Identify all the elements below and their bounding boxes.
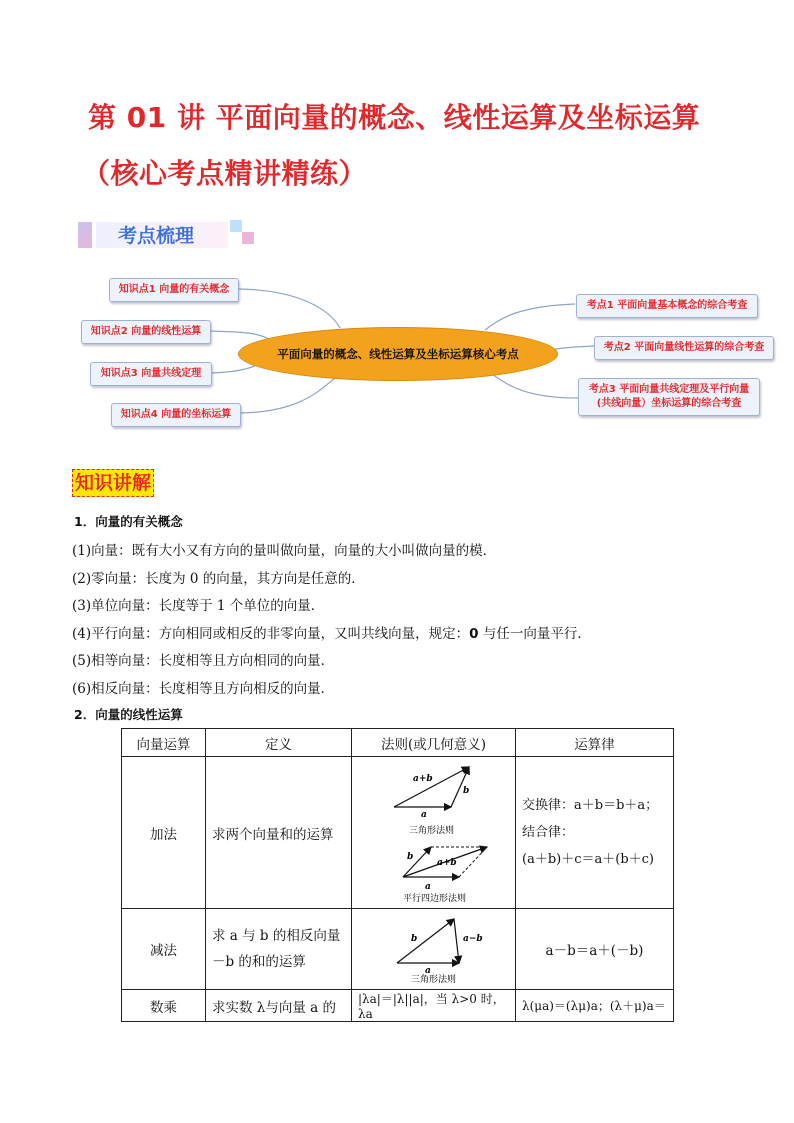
mindmap-node-knowledge-3: 知识点3 向量共线定理 bbox=[90, 362, 212, 386]
label-b: b bbox=[410, 934, 417, 944]
label-a: a bbox=[424, 966, 431, 976]
op-laws bbox=[516, 757, 674, 909]
table-row bbox=[122, 990, 674, 1022]
concept-item-4-text: (4)平行向量：方向相同或相反的非零向量，又叫共线向量，规定： bbox=[72, 626, 470, 642]
concept-item-2: (2)零向量：长度为 0 的向量，其方向是任意的． bbox=[72, 571, 365, 587]
label-a: a bbox=[420, 809, 427, 820]
op-name: 减法 bbox=[122, 909, 206, 990]
label-b: b bbox=[406, 851, 413, 862]
section-2-heading: 2．向量的线性运算 bbox=[74, 707, 183, 722]
addition-diagrams bbox=[359, 759, 509, 903]
banner-text: 考点梳理 bbox=[118, 225, 195, 247]
law-commutative: 交换律：a＋b＝b＋a； bbox=[522, 798, 659, 813]
concept-item-1: (1)向量：既有大小又有方向的量叫做向量，向量的大小叫做向量的模． bbox=[72, 543, 497, 559]
triangle-rule-diagram bbox=[394, 767, 469, 836]
op-definition: 求两个向量和的运算 bbox=[206, 757, 352, 909]
linear-operations-table bbox=[121, 728, 674, 1022]
label-a-plus-b: a+b bbox=[412, 773, 433, 784]
caption-parallelogram-rule: 平行四边形法则 bbox=[402, 893, 466, 903]
parallelogram-rule-diagram bbox=[403, 847, 487, 903]
op-laws: a－b＝a＋(－b) bbox=[516, 909, 674, 990]
concept-item-5: (5)相等向量：长度相等且方向相同的向量． bbox=[72, 653, 335, 669]
topic-3-line-2: (共线向量）坐标运算的综合考查 bbox=[596, 398, 742, 409]
law-associative-label: 结合律： bbox=[522, 825, 575, 840]
topic-3-line-1: 考点3 平面向量共线定理及平行向量 bbox=[588, 384, 750, 395]
section-1-heading: 1．向量的有关概念 bbox=[74, 514, 183, 529]
op-rule-figure bbox=[352, 757, 516, 909]
table-header-row bbox=[122, 729, 674, 757]
concept-item-4 bbox=[72, 622, 591, 642]
op-definition-line: －b 的和的运算 bbox=[212, 954, 306, 970]
table-row bbox=[122, 757, 674, 909]
op-rule: |λa|＝|λ||a|，当 λ>0 时，λa bbox=[352, 990, 516, 1022]
op-rule-figure bbox=[352, 909, 516, 990]
concept-item-6: (6)相反向量：长度相等且方向相反的向量． bbox=[72, 681, 335, 697]
op-laws: λ(μa)＝(λμ)a；(λ＋μ)a＝ bbox=[516, 990, 674, 1022]
section-banner bbox=[78, 218, 258, 252]
mindmap-node-topic-1: 考点1 平面向量基本概念的综合考查 bbox=[576, 294, 758, 318]
concept-item-3: (3)单位向量：长度等于 1 个单位的向量． bbox=[72, 598, 325, 614]
mindmap-node-topic-3 bbox=[578, 378, 760, 416]
table-header: 定义 bbox=[206, 729, 352, 757]
knowledge-heading: 知识讲解 bbox=[72, 469, 154, 497]
mindmap-node-knowledge-1: 知识点1 向量的有关概念 bbox=[109, 278, 239, 302]
op-definition: 求实数 λ与向量 a 的 bbox=[206, 990, 352, 1022]
table-row bbox=[122, 909, 674, 990]
law-associative: (a＋b)＋c＝a＋(b＋c) bbox=[522, 852, 654, 867]
concept-item-4-tail: 与任一向量平行． bbox=[482, 626, 591, 642]
table-header: 向量运算 bbox=[122, 729, 206, 757]
op-name: 数乘 bbox=[122, 990, 206, 1022]
zero-vector-symbol: 0 bbox=[469, 626, 479, 642]
page-title: 第 01 讲 平面向量的概念、线性运算及坐标运算 bbox=[88, 101, 701, 134]
banner-decor-square bbox=[230, 220, 242, 232]
label-a-plus-b: a+b bbox=[436, 857, 457, 868]
table-header: 运算律 bbox=[516, 729, 674, 757]
op-definition-line: 求 a 与 b 的相反向量 bbox=[212, 928, 341, 944]
label-a: a bbox=[424, 881, 431, 892]
mindmap-node-knowledge-2: 知识点2 向量的线性运算 bbox=[81, 320, 211, 344]
banner-decor-square bbox=[242, 232, 254, 244]
subtraction-diagram bbox=[359, 909, 509, 985]
op-name: 加法 bbox=[122, 757, 206, 909]
op-definition bbox=[206, 909, 352, 990]
page-subtitle: （核心考点精讲精练） bbox=[82, 157, 368, 190]
mindmap-node-topic-2: 考点2 平面向量线性运算的综合考查 bbox=[594, 336, 774, 360]
table-header: 法则(或几何意义) bbox=[352, 729, 516, 757]
mindmap-center: 平面向量的概念、线性运算及坐标运算核心考点 bbox=[238, 327, 558, 381]
label-b: b bbox=[462, 785, 469, 796]
caption-triangle-rule: 三角形法则 bbox=[410, 975, 456, 985]
mindmap-node-knowledge-4: 知识点4 向量的坐标运算 bbox=[111, 403, 241, 427]
label-a-minus-b: a−b bbox=[462, 934, 483, 944]
caption-triangle-rule: 三角形法则 bbox=[408, 825, 454, 836]
banner-stripe bbox=[78, 222, 92, 248]
